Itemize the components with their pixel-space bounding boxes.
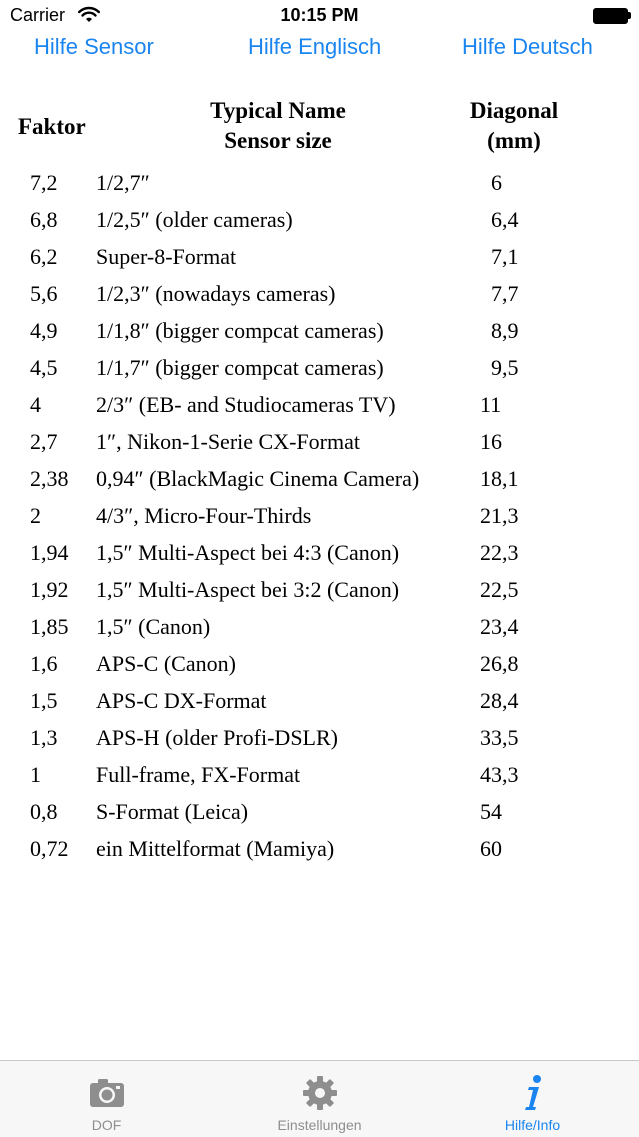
- diagonal-cell: 11: [480, 392, 502, 417]
- table-row: [0, 388, 639, 425]
- diagonal-cell: 28,4: [480, 688, 519, 713]
- sensor-name-cell: 1″, Nikon-1-Serie CX-Format: [96, 429, 360, 454]
- diagonal-cell: 21,3: [480, 503, 519, 528]
- table-row: [0, 166, 639, 203]
- sensor-name-cell: 1/2,5″ (older cameras): [96, 207, 293, 232]
- help-sensor-link[interactable]: Hilfe Sensor: [34, 34, 154, 59]
- sensor-name-cell: 4/3″, Micro-Four-Thirds: [96, 503, 312, 528]
- table-row: [0, 314, 639, 351]
- header-sensor-name-line2: Sensor size: [224, 128, 332, 153]
- table-row: [0, 795, 639, 832]
- factor-cell: 0,8: [30, 799, 58, 824]
- factor-cell: 1,3: [30, 725, 58, 750]
- help-nav: [0, 30, 639, 66]
- header-sensor-name-line1: Typical Name: [210, 98, 346, 123]
- factor-cell: 2,7: [30, 429, 58, 454]
- header-sensor-name: [178, 96, 378, 156]
- factor-cell: 6,2: [30, 244, 58, 269]
- factor-cell: 2,38: [30, 466, 69, 491]
- sensor-name-cell: 2/3″ (EB- and Studiocameras TV): [96, 392, 396, 417]
- table-row: [0, 721, 639, 758]
- help-english-link[interactable]: Hilfe Englisch: [248, 34, 382, 59]
- sensor-name-cell: Full-frame, FX-Format: [96, 762, 301, 787]
- table-row: [0, 610, 639, 647]
- diagonal-cell: 18,1: [480, 466, 519, 491]
- sensor-name-cell: 1/2,3″ (nowadays cameras): [96, 281, 336, 306]
- sensor-name-cell: 1/1,7″ (bigger compcat cameras): [96, 355, 384, 380]
- table-row: [0, 499, 639, 536]
- tab-settings-label: Einstellungen: [277, 1117, 362, 1133]
- diagonal-cell: 6,4: [491, 207, 519, 232]
- diagonal-cell: 6: [491, 170, 502, 195]
- table-row: [0, 462, 639, 499]
- sensor-name-cell: 0,94″ (BlackMagic Cinema Camera): [96, 466, 420, 491]
- factor-cell: 4: [30, 392, 41, 417]
- factor-cell: 0,72: [30, 836, 69, 861]
- header-diagonal-line1: Diagonal: [469, 98, 559, 123]
- battery-icon: [593, 8, 631, 24]
- table-row: [0, 277, 639, 314]
- diagonal-cell: 8,9: [491, 318, 519, 343]
- gear-icon: [300, 1073, 340, 1113]
- diagonal-cell: 9,5: [491, 355, 519, 380]
- table-row: [0, 536, 639, 573]
- camera-icon: [87, 1073, 127, 1113]
- sensor-table: [0, 96, 639, 869]
- sensor-name-cell: 1,5″ Multi-Aspect bei 3:2 (Canon): [96, 577, 400, 602]
- diagonal-cell: 54: [480, 799, 502, 824]
- diagonal-cell: 16: [480, 429, 502, 454]
- diagonal-cell: 7,1: [491, 244, 519, 269]
- factor-cell: 4,9: [30, 318, 58, 343]
- diagonal-cell: 22,3: [480, 540, 519, 565]
- table-row: [0, 573, 639, 610]
- diagonal-cell: 22,5: [480, 577, 519, 602]
- diagonal-cell: 7,7: [491, 281, 519, 306]
- sensor-name-cell: 1,5″ (Canon): [96, 614, 211, 639]
- diagonal-cell: 43,3: [480, 762, 519, 787]
- sensor-name-cell: Super-8-Format: [96, 244, 237, 269]
- tab-dof-label: DOF: [91, 1117, 122, 1133]
- sensor-name-cell: 1/1,8″ (bigger compcat cameras): [96, 318, 384, 343]
- table-header: [0, 96, 639, 160]
- factor-cell: 5,6: [30, 281, 58, 306]
- header-diagonal: [454, 96, 574, 156]
- sensor-name-cell: APS-C (Canon): [96, 651, 236, 676]
- tab-help-info-label: Hilfe/Info: [504, 1117, 561, 1133]
- factor-cell: 1,94: [30, 540, 69, 565]
- table-body: [0, 166, 639, 869]
- factor-cell: 4,5: [30, 355, 58, 380]
- tab-settings[interactable]: [213, 1061, 426, 1137]
- factor-cell: 7,2: [30, 170, 58, 195]
- status-time: 10:15 PM: [280, 5, 359, 25]
- diagonal-cell: 60: [480, 836, 502, 861]
- tab-help-info[interactable]: [426, 1061, 639, 1137]
- factor-cell: 1,5: [30, 688, 58, 713]
- carrier-label: Carrier: [10, 5, 66, 25]
- factor-cell: 6,8: [30, 207, 58, 232]
- factor-cell: 1,85: [30, 614, 69, 639]
- sensor-name-cell: 1,5″ Multi-Aspect bei 4:3 (Canon): [96, 540, 400, 565]
- tab-bar: [0, 1060, 639, 1137]
- sensor-name-cell: APS-H (older Profi-DSLR): [96, 725, 338, 750]
- table-row: [0, 684, 639, 721]
- factor-cell: 1,6: [30, 651, 58, 676]
- factor-cell: 2: [30, 503, 41, 528]
- diagonal-cell: 26,8: [480, 651, 519, 676]
- header-factor: Faktor: [18, 114, 86, 139]
- info-icon: [513, 1073, 553, 1113]
- table-row: [0, 351, 639, 388]
- table-row: [0, 203, 639, 240]
- header-diagonal-line2: (mm): [487, 128, 541, 153]
- sensor-name-cell: APS-C DX-Format: [96, 688, 267, 713]
- status-bar: [0, 0, 639, 34]
- diagonal-cell: 23,4: [480, 614, 519, 639]
- table-row: [0, 832, 639, 869]
- table-row: [0, 758, 639, 795]
- factor-cell: 1,92: [30, 577, 69, 602]
- table-row: [0, 425, 639, 462]
- factor-cell: 1: [30, 762, 41, 787]
- help-german-link[interactable]: Hilfe Deutsch: [462, 34, 593, 59]
- sensor-name-cell: ein Mittelformat (Mamiya): [96, 836, 335, 861]
- table-row: [0, 647, 639, 684]
- tab-dof[interactable]: [0, 1061, 213, 1137]
- table-row: [0, 240, 639, 277]
- diagonal-cell: 33,5: [480, 725, 519, 750]
- sensor-name-cell: S-Format (Leica): [96, 799, 249, 824]
- sensor-name-cell: 1/2,7″: [96, 170, 150, 195]
